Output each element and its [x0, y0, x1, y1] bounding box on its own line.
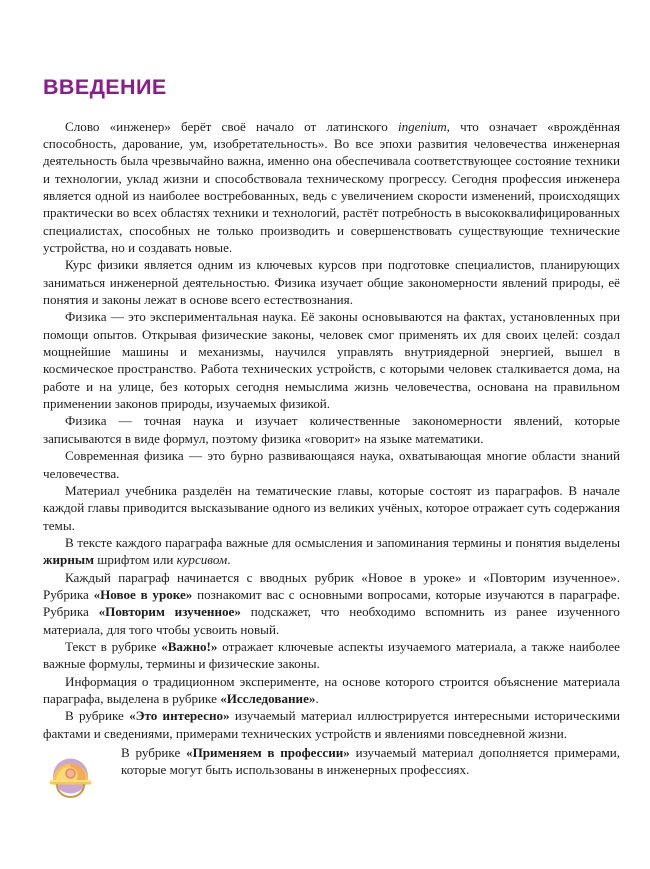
paragraph-rubric-new-in-lesson [43, 569, 620, 638]
latin-term-ingenium: ingenium [397, 118, 447, 134]
para8-part-c: подскажет, что необходимо вспомнить из ранее изученного материала, для того чтобы усвоить новый. [43, 604, 620, 637]
hard-hat-profession-icon [43, 747, 98, 802]
para11-part-a: В рубрике [65, 708, 130, 724]
para8-part-a: Каждый параграф начинается с вводных рубрик «Новое в уроке» и «Повторим изученное». Рубрика [43, 569, 620, 602]
para1-part-b: , что означает «врождённая способность, дарование, ум, изобретательность». Во все эпохи развития человечества инженерная деятельность была чрезвычайно важна, именно она обеспечивала соответствующее состояние техники и технологии, уклад жизни и способствовала техническому прогрессу. Сегодня профессия инженера является одной из наиболее востребованных, ведь с увеличением скорости изменений, происходящих практически во всех областях техники и технологий, растёт потребность в высококвалифицированных специалистах, способных не только производить и совершенствовать существующие технические устройства, но и создавать новые. [43, 118, 620, 256]
paragraph-rubric-interesting [43, 707, 620, 742]
paragraph-experimental-science: Физика — это экспериментальная наука. Её законы основываются на фактах, установленных при помощи опытов. Открывая физические законы, человек смог применять их для своих целей: создал мощнейшие машины и механизмы, научился управлять внутриядерной энергией, вышел в космическое пространство. Работа технических устройств, с которыми человек сталкивается дома, на работе и на улице, без которых сегодня немыслима жизнь человечества, основана на правильном применении законов природы, изучаемых физикой. [43, 309, 620, 412]
para12-part-a: В рубрике [121, 745, 187, 761]
paragraph-rubric-profession [43, 744, 620, 779]
paragraph-rubric-research [43, 673, 620, 708]
page-title: ВВЕДЕНИЕ [43, 75, 167, 99]
rubric-name-new-in-lesson: «Новое в уроке» [93, 586, 193, 602]
para9-part-a: Текст в рубрике [65, 638, 162, 654]
paragraph-bold-italic-terms [43, 534, 620, 569]
paragraph-exact-science: Физика — точная наука и изучает количественные закономерности явлений, которые записываются в виде формул, поэтому физика «говорит» на языке математики. [43, 413, 620, 446]
paragraph-rubric-important [43, 638, 620, 673]
paragraph-physics-course: Курс физики является одним из ключевых курсов при подготовке специалистов, планирующих заниматься инженерной деятельностью. Физика изучает общие закономерности явлений природы, её понятия и законы лежат в основе всего естествознания. [43, 257, 620, 308]
para11-part-b: изучаемый материал иллюстрируется интересными историческими фактами и сведениями, примерами технических устройств и явлениями повседневной жизни. [43, 708, 621, 741]
emphasis-bold-word: жирным [43, 552, 95, 568]
paragraph-modern-physics: Современная физика — это бурно развивающаяся наука, охватывающая многие области знаний человечества. [43, 448, 620, 481]
para7-part-a: В тексте каждого параграфа важные для осмысления и запоминания термины и понятия выделены [65, 534, 620, 550]
emphasis-italic-word: курсивом [176, 552, 228, 568]
rubric-name-research: «Исследование» [220, 690, 316, 706]
rubric-name-review: «Повторим изученное» [98, 604, 241, 620]
body-text-column [43, 118, 620, 806]
para12-part-b: изучаемый материал дополняется примерами, которые могут быть использованы в инженерных профессиях. [121, 745, 621, 778]
paragraph-textbook-structure: Материал учебника разделён на тематические главы, которые состоят из параграфов. В начале каждой главы приводится высказывание одного из великих учёных, которое отражает суть содержания темы. [43, 482, 620, 533]
rubric-profession-block [43, 744, 620, 806]
para10-part-b: . [315, 690, 319, 706]
paragraph-intro-engineer [43, 118, 620, 257]
rubric-name-apply-in-profession: «Применяем в профессии» [186, 745, 350, 761]
rubric-name-important: «Важно!» [161, 638, 218, 654]
para7-part-b: шрифтом или [94, 552, 177, 568]
para1-part-a: Слово «инженер» берёт своё начало от латинского [65, 118, 398, 134]
para8-part-b: познакомит вас с основными вопросами, которые изучаются в параграфе. Рубрика [43, 586, 620, 620]
rubric-name-this-is-interesting: «Это интересно» [129, 708, 230, 724]
para7-part-c: . [227, 552, 231, 568]
para9-part-b: отражает ключевые аспекты изучаемого материала, а также наиболее важные формулы, термины и физические законы. [43, 638, 620, 672]
para10-part-a: Информация о традиционном эксперименте, на основе которого строится объяснение материала параграфа, выделена в рубрике [43, 673, 620, 706]
